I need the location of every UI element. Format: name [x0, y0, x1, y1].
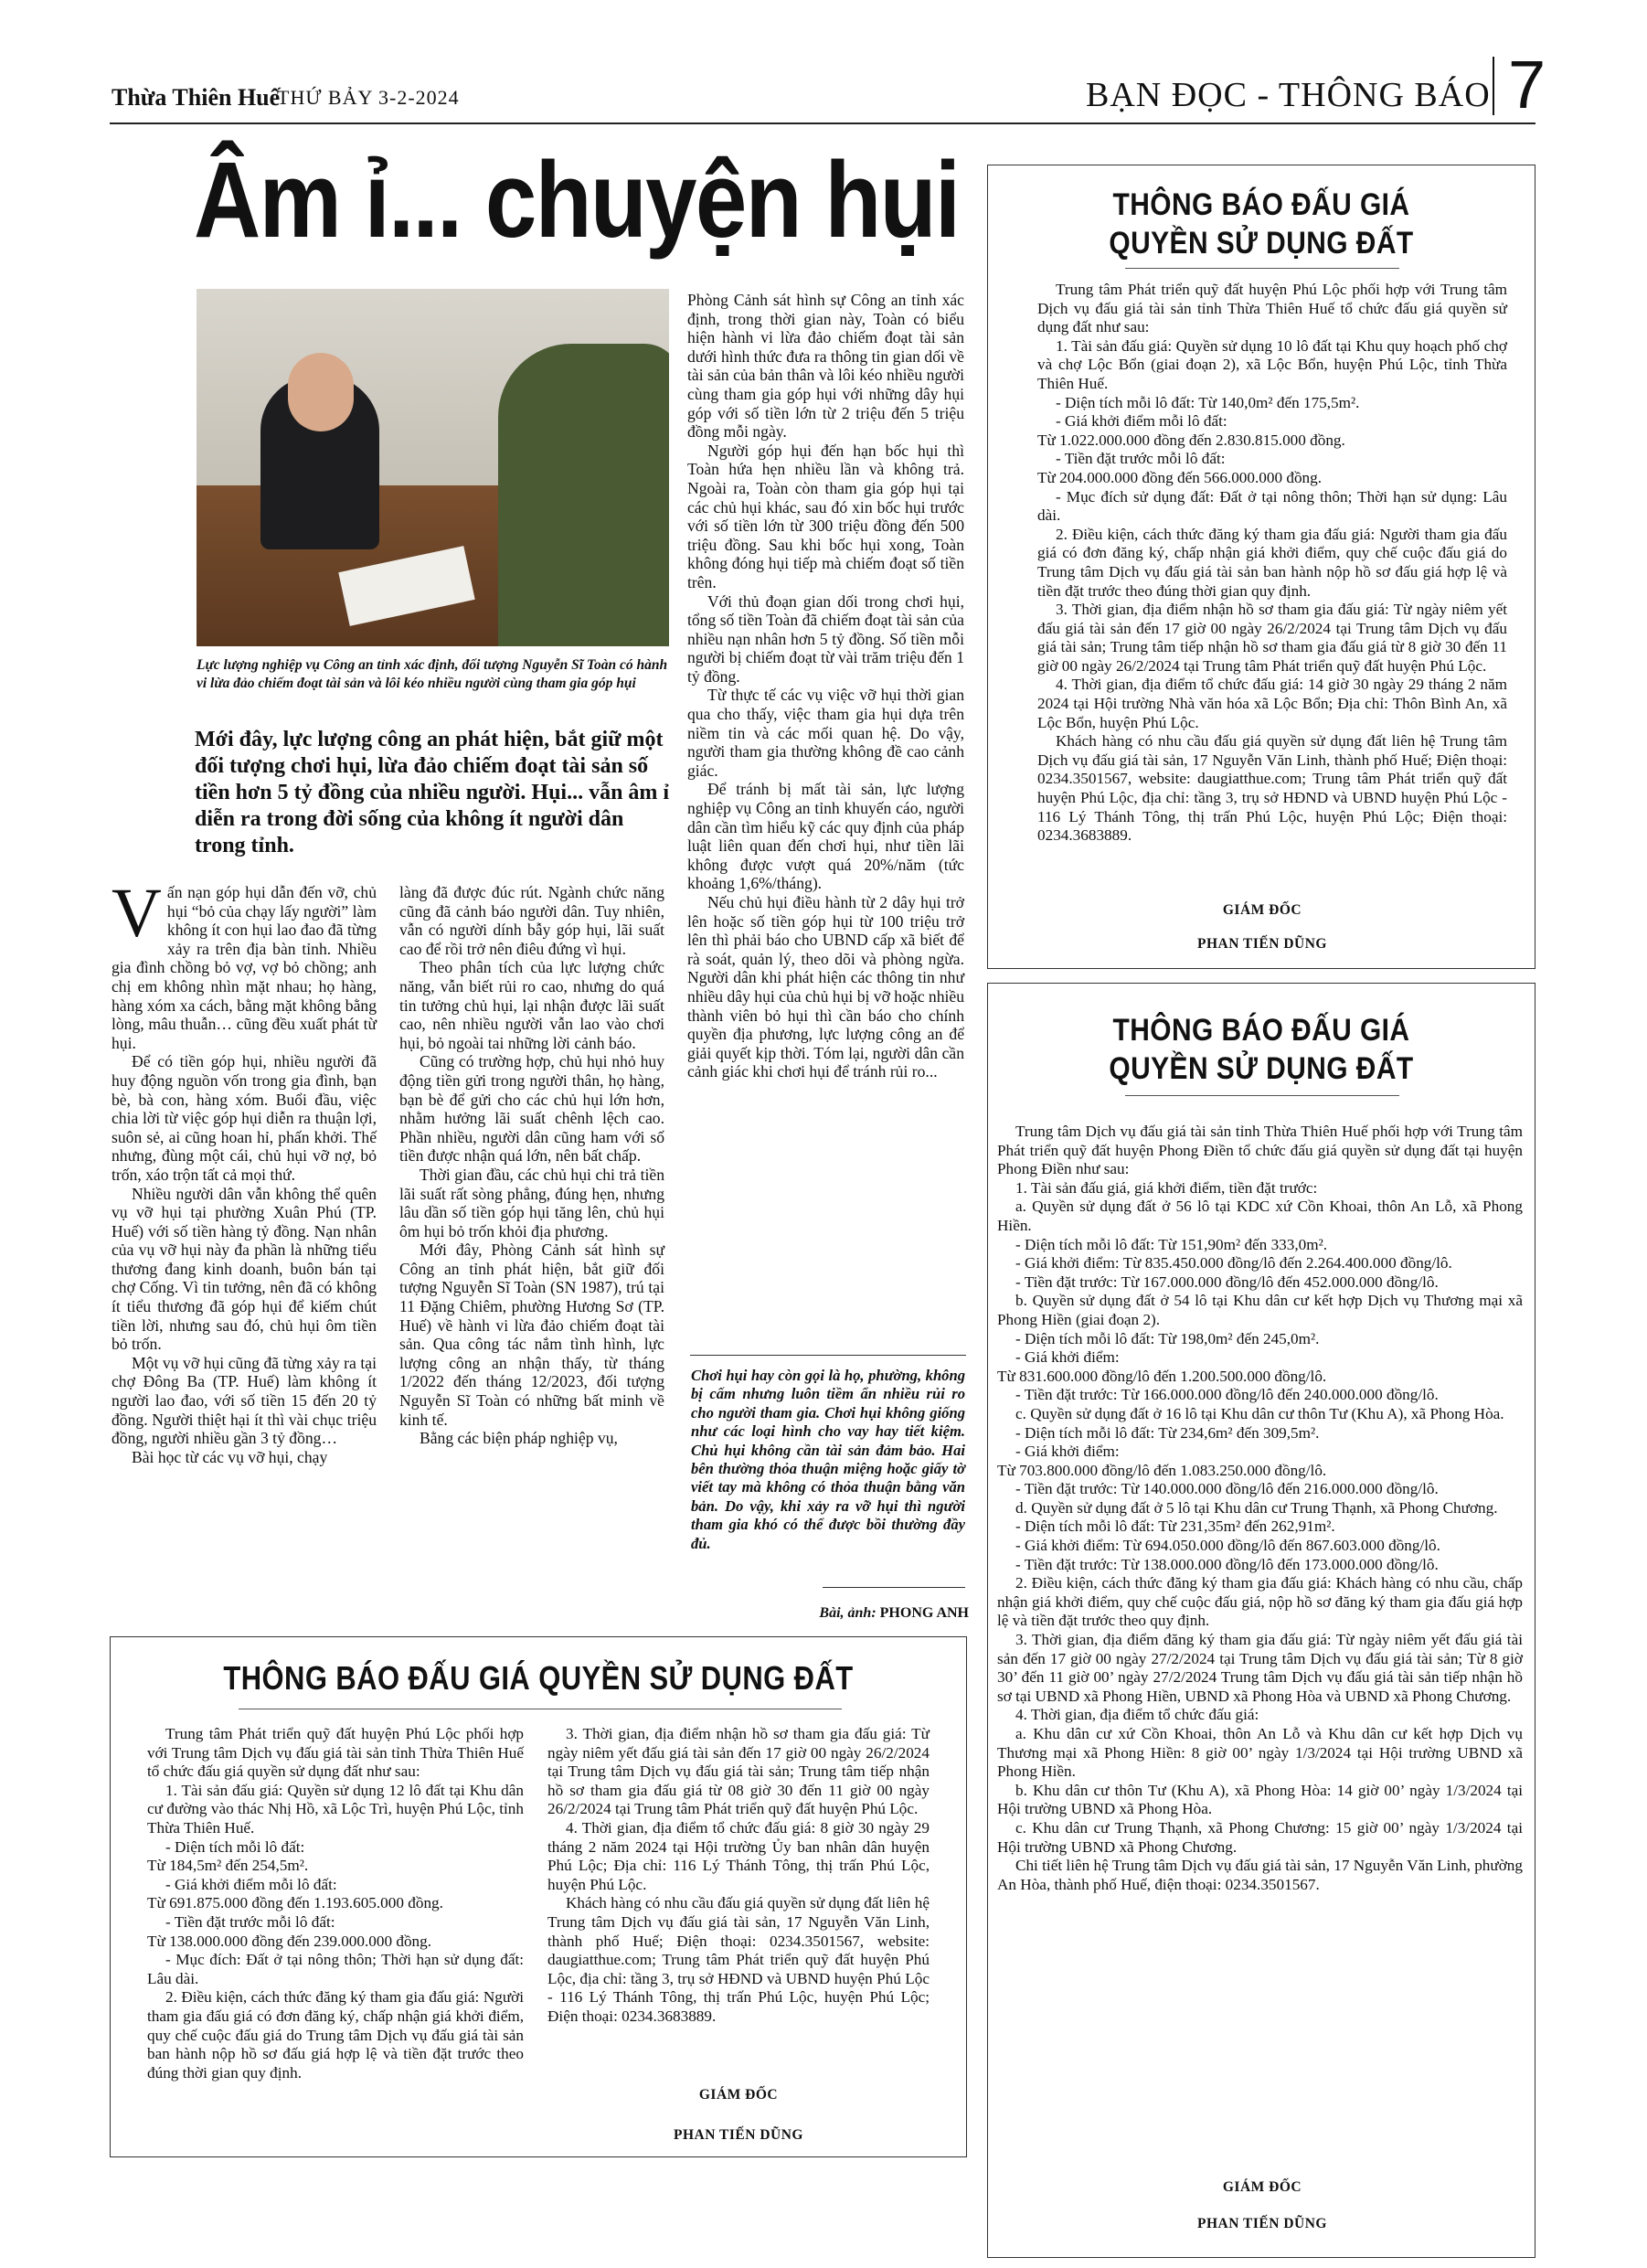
notice-3-body-right: 3. Thời gian, địa điểm nhận hồ sơ tham gia đấu giá: Từ ngày niêm yết đấu giá tài sản đến 17 giờ 00 ngày 26/2/2024 tại Trung tâm Dịch vụ đấu giá tài sản; Trung tâm tiếp nhận hồ sơ tham gia đấu giá từ 08 giờ 30 đến 11 giờ 00 ngày 26/2/2024 tại Trung tâm Phát triển quỹ đất huyện Phú Lộc. 4. Thời gian, địa điểm tổ chức đấu giá: 8 giờ 30 ngày 29 tháng 2 năm 2024 tại Hội trường Ủy ban nhân dân huyện Phú Lộc; Địa chỉ: 116 Lý Thánh Tông, thị trấn Phú Lộc, huyện Phú Lộc. Khách hàng có nhu cầu đấu giá quyền sử dụng đất liên hệ Trung tâm Dịch vụ đấu giá tài sản, 17 Nguyễn Văn Linh, thành phố Huế; Điện thoại: 0234.3501567, website: daugiatthue.com; Trung tâm Phát triển quỹ đất huyện Phú Lộc, địa chỉ: tầng 3, trụ sở HĐND và UBND huyện Phú Lộc - 116 Lý Thánh Tông, thị trấn Phú Lộc, huyện Phú Lộc; Điện thoại: 0234.3683889.: [547, 1725, 930, 2025]
notice-2-body: Trung tâm Dịch vụ đấu giá tài sản tỉnh Thừa Thiên Huế phối hợp với Trung tâm Phát triển quỹ đất huyện Phong Điền tổ chức đấu giá quyền sử dụng đất tại huyện Phong Điền như sau: 1. Tài sản đấu giá, giá khởi điểm, tiền đặt trước: a. Quyền sử dụng đất ở 56 lô tại KDC xứ Cồn Khoai, thôn An Lỗ, xã Phong Hiền. - Diện tích mỗi lô đất: Từ 151,90m² đến 333,0m². - Giá khởi điểm: Từ 835.450.000 đồng/lô đến 2.264.400.000 đồng/lô. - Tiền đặt trước: Từ 167.000.000 đồng/lô đến 452.000.000 đồng/lô. b. Quyền sử dụng đất ở 54 lô tại Khu dân cư kết hợp Dịch vụ Thương mại xã Phong Hiền (giai đoạn 2). - Diện tích mỗi lô đất: Từ 198,0m² đến 245,0m². - Giá khởi điểm: Từ 831.600.000 đồng/lô đến 1.200.500.000 đồng/lô. - Tiền đặt trước: Từ 166.000.000 đồng/lô đến 240.000.000 đồng/lô. c. Quyền sử dụng đất ở 16 lô tại Khu dân cư thôn Tư (Khu A), xã Phong Hòa. - Diện tích mỗi lô đất: Từ 234,6m² đến 309,5m². - Giá khởi điểm: Từ 703.800.000 đồng/lô đến 1.083.250.000 đồng/lô. - Tiền đặt trước: Từ 140.000.000 đồng/lô đến 216.000.000 đồng/lô. d. Quyền sử dụng đất ở 5 lô tại Khu dân cư Trung Thạnh, xã Phong Chương. - Diện tích mỗi lô đất: Từ 231,35m² đến 262,91m². - Giá khởi điểm: Từ 694.050.000 đồng/lô đến 867.603.000 đồng/lô. - Tiền đặt trước: Từ 138.000.000 đồng/lô đến 173.000.000 đồng/lô. 2. Điều kiện, cách thức đăng ký tham gia đấu giá: Khách hàng có nhu cầu, chấp nhận giá khởi điểm, quy chế cuộc đấu giá, nộp hồ sơ đăng ký tham gia đấu giá hợp lệ và tiền đặt trước theo quy định. 3. Thời gian, địa điểm đăng ký tham gia đấu giá: Từ ngày niêm yết đấu giá tài sản đến 17 giờ 00 ngày 27/2/2024 tại Trung tâm Dịch vụ đấu giá tài sản; Từ 8 giờ 30’ đến 11 giờ 00’ ngày 27/2/2024 Trung tâm Dịch vụ đấu giá tài sản tiếp nhận hồ sơ tại UBND xã Phong Hiền, UBND xã Phong Hòa và UBND xã Phong Chương. 4. Thời gian, địa điểm tổ chức đấu giá: a. Khu dân cư xứ Cồn Khoai, thôn An Lỗ và Khu dân cư kết hợp Dịch vụ Thương mại xã Phong Hiền: 8 giờ 00’ ngày 1/3/2024 tại Hội trường UBND xã Phong Hiền. b. Khu dân cư thôn Tư (Khu A), xã Phong Hòa: 14 giờ 00’ ngày 1/3/2024 tại Hội trường UBND xã Phong Hòa. c. Khu dân cư Trung Thạnh, xã Phong Chương: 15 giờ 00’ ngày 1/3/2024 tại Hội trường UBND xã Phong Chương. Chi tiết liên hệ Trung tâm Dịch vụ đấu giá tài sản, 17 Nguyễn Văn Linh, phường An Hòa, thành phố Huế, điện thoại: 0234.3501567.: [997, 1123, 1523, 1893]
byline: Bài, ảnh: PHONG ANH: [819, 1605, 969, 1621]
notice-2-signer-name: PHAN TIẾN DŨNG: [1197, 2216, 1327, 2231]
notice-1-title: THÔNG BÁO ĐẤU GIÁ QUYỀN SỬ DỤNG ĐẤT: [1109, 187, 1414, 261]
article-column-3: Phòng Cảnh sát hình sự Công an tỉnh xác định, trong thời gian này, Toàn có biểu hiện hành vi lừa đảo chiếm đoạt tài sản dưới hình thức đưa ra thông tin gian dối về tài sản của bản thân và lôi kéo nhiều người cùng tham gia góp hụi với những dây hụi góp với số tiền lớn từ 2 triệu đến 5 triệu đồng mỗi ngày. Người góp hụi đến hạn bốc hụi thì Toàn hứa hẹn nhiều lần và không trả. Ngoài ra, Toàn còn tham gia góp hụi tại các chủ hụi khác, sau đó xin bốc hụi trước với số tiền lớn từ 300 triệu đồng đến 500 triệu đồng. Sau khi bốc hụi xong, Toàn không đóng hụi tiếp mà chiếm đoạt số tiền trên. Với thủ đoạn gian dối trong chơi hụi, tổng số tiền Toàn đã chiếm đoạt tài sản của nhiều nạn nhân hơn 5 tỷ đồng. Số tiền mỗi người bị chiếm đoạt từ vài trăm triệu đến 1 tỷ đồng. Từ thực tế các vụ việc vỡ hụi thời gian qua cho thấy, việc tham gia hụi dựa trên niềm tin và các mối quan hệ. Do vậy, người tham gia thường không đề cao cảnh giác. Để tránh bị mất tài sản, lực lượng nghiệp vụ Công an tỉnh khuyến cáo, người dân cần tìm hiểu kỹ các quy định của pháp luật liên quan đến chơi hụi, như tiền lãi không được vượt quá 20%/năm (tức khoảng 1,6%/tháng). Nếu chủ hụi điều hành từ 2 dây hụi trở lên hoặc số tiền góp hụi từ 100 triệu trở lên thì phải báo cho UBND cấp xã biết để rà soát, quản lý, theo dõi và phòng ngừa. Người dân khi phát hiện các thông tin như nhiều dây hụi của chủ hụi bị vỡ hoặc nhiều thành viên bỏ hụi thì cần báo cho chính quyền địa phương, lực lượng công an để giải quyết kịp thời. Tóm lại, người dân cần cảnh giác khi chơi hụi để tránh rủi ro...: [687, 291, 964, 1081]
auction-notice-3: [110, 1636, 967, 2157]
auction-notice-2: [987, 983, 1535, 2258]
photo-caption: Lực lượng nghiệp vụ Công an tỉnh xác định, đối tượng Nguyễn Sĩ Toàn có hành vi lừa đảo chiếm đoạt tài sản và lôi kéo nhiều người cùng tham gia góp hụi: [197, 657, 668, 691]
notice-2-title: THÔNG BÁO ĐẤU GIÁ QUYỀN SỬ DỤNG ĐẤT: [1109, 1013, 1414, 1086]
notice-3-signer-name: PHAN TIẾN DŨNG: [674, 2127, 803, 2143]
header-divider: [1493, 57, 1494, 115]
article-column-2: làng đã được đúc rút. Ngành chức năng cũng đã cảnh báo người dân. Tuy nhiên, vẫn có người dính bẫy góp hụi, lãi suất cao để rồi trở nên điêu đứng vì hụi. Theo phân tích của lực lượng chức năng, vẫn biết rủi ro cao, nhưng do quá tin tưởng chủ hụi, lại nhận được lãi suất cao, nên nhiều người vẫn lao vào chơi hụi, bỏ ngoài tai những lời cảnh báo. Cũng có trường hợp, chủ hụi nhỏ huy động tiền gửi trong người thân, họ hàng, bạn bè để gửi cho các chủ hụi lớn hơn, nhằm hưởng lãi suất chênh lệch cao. Phần nhiều, người dân cũng ham với số tiền được nhận quá lớn, nên bất chấp. Thời gian đầu, các chủ hụi chi trả tiền lãi suất rất sòng phẳng, đúng hẹn, nhưng lâu dần số tiền góp hụi tăng lên, chủ hụi ôm hụi bỏ trốn khỏi địa phương. Mới đây, Phòng Cảnh sát hình sự Công an tỉnh phát hiện, bắt giữ đối tượng Nguyễn Sĩ Toàn (SN 1987), trú tại 11 Đặng Chiêm, phường Hương Sơ (TP. Huế) về hành vi lừa đảo chiếm đoạt tài sản. Qua công tác nắm tình hình, lực lượng công an nhận thấy, từ tháng 1/2022 đến tháng 12/2023, đối tượng Nguyễn Sĩ Toàn có những bất minh về kinh tế. Bằng các biện pháp nghiệp vụ,: [399, 883, 664, 1448]
drop-cap: V: [112, 875, 162, 952]
section-title: BẠN ĐỌC - THÔNG BÁO: [1086, 76, 1491, 114]
publication-name: Thừa Thiên Huế: [112, 84, 281, 111]
notice-3-title: THÔNG BÁO ĐẤU GIÁ QUYỀN SỬ DỤNG ĐẤT: [223, 1659, 854, 1697]
article-photo: [197, 289, 669, 646]
issue-date: THỨ BẢY 3-2-2024: [277, 86, 460, 109]
notice-3-body-left: Trung tâm Phát triển quỹ đất huyện Phú Lộc phối hợp với Trung tâm Dịch vụ đấu giá tài sản tỉnh Thừa Thiên Huế tổ chức đấu giá quyền sử dụng đất như sau: 1. Tài sản đấu giá: Quyền sử dụng 12 lô đất tại Khu dân cư đường vào thác Nhị Hồ, xã Lộc Trì, huyện Phú Lộc, tỉnh Thừa Thiên Huế. - Diện tích mỗi lô đất: Từ 184,5m² đến 254,5m². - Giá khởi điểm mỗi lô đất: Từ 691.875.000 đồng đến 1.193.605.000 đồng. - Tiền đặt trước mỗi lô đất: Từ 138.000.000 đồng đến 239.000.000 đồng. - Mục đích: Đất ở tại nông thôn; Thời hạn sử dụng đất: Lâu dài. 2. Điều kiện, cách thức đăng ký tham gia đấu giá: Người tham gia đấu giá có đơn đăng ký, chấp nhận giá khởi điểm, quy chế cuộc đấu giá do Trung tâm Dịch vụ đấu giá tài sản ban hành nộp hồ sơ đấu giá hợp lệ và tiền đặt trước theo đúng thời gian quy định.: [147, 1725, 524, 2082]
notice-1-body: Trung tâm Phát triển quỹ đất huyện Phú Lộc phối hợp với Trung tâm Dịch vụ đấu giá tài sản tỉnh Thừa Thiên Huế tổ chức đấu giá quyền sử dụng đất như sau: 1. Tài sản đấu giá: Quyền sử dụng 10 lô đất tại Khu quy hoạch phố chợ và chợ Lộc Bổn (giai đoạn 2), xã Lộc Bổn, huyện Phú Lộc, tỉnh Thừa Thiên Huế. - Diện tích mỗi lô đất: Từ 140,0m² đến 175,5m². - Giá khởi điểm mỗi lô đất: Từ 1.022.000.000 đồng đến 2.830.815.000 đồng. - Tiền đặt trước mỗi lô đất: Từ 204.000.000 đồng đến 566.000.000 đồng. - Mục đích sử dụng đất: Đất ở tại nông thôn; Thời hạn sử dụng: Lâu dài. 2. Điều kiện, cách thức đăng ký tham gia đấu giá: Người tham gia đấu giá có đơn đăng ký, chấp nhận giá khởi điểm, quy chế cuộc đấu giá do Trung tâm Dịch vụ đấu giá tài sản ban hành nộp hồ sơ đấu giá hợp lệ và tiền đặt trước theo đúng thời gian quy định. 3. Thời gian, địa điểm nhận hồ sơ tham gia đấu giá: Từ ngày niêm yết đấu giá tài sản đến 17 giờ 00 ngày 26/2/2024 tại Trung tâm Dịch vụ đấu giá tài sản; Trung tâm tiếp nhận hồ sơ tham gia đấu giá từ 8 giờ 30 đến 11 giờ 00 ngày 26/2/2024 tại Trung tâm Phát triển quỹ đất huyện Phú Lộc. 4. Thời gian, địa điểm tổ chức đấu giá: 14 giờ 30 ngày 29 tháng 2 năm 2024 tại Hội trường Nhà văn hóa xã Lộc Bổn; Địa chỉ: Thôn Bình An, xã Lộc Bổn, huyện Phú Lộc. Khách hàng có nhu cầu đấu giá quyền sử dụng đất liên hệ Trung tâm Dịch vụ đấu giá tài sản, 17 Nguyễn Văn Linh, thành phố Huế; Điện thoại: 0234.3501567, website: daugiatthue.com; Trung tâm Phát triển quỹ đất huyện Phú Lộc, địa chỉ: tầng 3, trụ sở HĐND và UBND huyện Phú Lộc - 116 Lý Thánh Tông, thị trấn Phú Lộc, huyện Phú Lộc; Điện thoại: 0234.3683889.: [1037, 281, 1507, 845]
notice-2-signer-title: GIÁM ĐỐC: [1222, 2179, 1302, 2195]
quote-rule-bottom: [823, 1587, 965, 1588]
auction-notice-1: [987, 165, 1535, 969]
pull-quote: Chơi hụi hay còn gọi là họ, phường, không bị cấm nhưng luôn tiềm ẩn nhiều rủi ro cho người tham gia. Chơi hụi không giống như các loại hình cho vay hay tiết kiệm. Chủ hụi không cần tài sản đảm bảo. Hai bên thường thỏa thuận miệng hoặc giấy tờ viết tay mà không có thỏa thuận bằng văn bản. Do vậy, khi xảy ra vỡ hụi thì người tham gia khó có thể được bồi thường đầy đủ.: [691, 1367, 965, 1552]
notice-3-signer-title: GIÁM ĐỐC: [698, 2087, 779, 2103]
notice-1-signer-title: GIÁM ĐỐC: [1222, 902, 1302, 918]
article-title: Âm ỉ... chuyện hụi: [194, 140, 960, 261]
page-number: 7: [1508, 47, 1546, 122]
notice-1-signer-name: PHAN TIẾN DŨNG: [1197, 936, 1327, 952]
article-lead: Mới đây, lực lượng công an phát hiện, bắt giữ một đối tượng chơi hụi, lừa đảo chiếm đoạt tài sản số tiền hơn 5 tỷ đồng của nhiều người. Hụi... vẫn âm ỉ diễn ra trong đời sống của không ít người dân trong tỉnh.: [195, 728, 670, 857]
header-rule: [110, 122, 1535, 124]
article-column-1: Vấn nạn góp hụi dẫn đến vỡ, chủ hụi “bỏ của chạy lấy người” làm không ít con hụi lao đao đã từng xảy ra trên địa bàn tỉnh. Nhiều gia đình chồng bỏ vợ, vợ bỏ chồng; anh chị em không nhìn mặt nhau; họ hàng, hàng xóm xa cách, bằng mặt không bằng lòng, mâu thuẫn… cũng đều xuất phát từ hụi. Để có tiền góp hụi, nhiều người đã huy động nguồn vốn trong gia đình, bạn bè, bà con, hàng xóm. Buổi đầu, việc chia lời từ việc góp hụi diễn ra thuận lợi, suôn sẻ, ai cũng hoan hỉ, phấn khởi. Thế nhưng, đùng một cái, chủ hụi vỡ nợ, bỏ trốn, xáo trộn tất cả mọi thứ. Nhiều người dân vẫn không thể quên vụ vỡ hụi tại phường Xuân Phú (TP. Huế) với số tiền hàng tỷ đồng. Nạn nhân của vụ vỡ hụi này đa phần là những tiểu thương đang kinh doanh, buôn bán tại chợ Cống. Vì tin tưởng, nên đã có không ít tiểu thương đã góp hụi để kiếm chút tiền lời, nhưng sau đó, chủ hụi ôm tiền bỏ trốn. Một vụ vỡ hụi cũng đã từng xảy ra tại chợ Đông Ba (TP. Huế) làm không ít người lao đao, với số tiền 15 đến 20 tỷ đồng. Người thiệt hại ít thì vài chục triệu đồng, người nhiều gần 3 tỷ đồng… Bài học từ các vụ vỡ hụi, chạy: [112, 875, 377, 1466]
quote-rule-top: [690, 1355, 966, 1356]
